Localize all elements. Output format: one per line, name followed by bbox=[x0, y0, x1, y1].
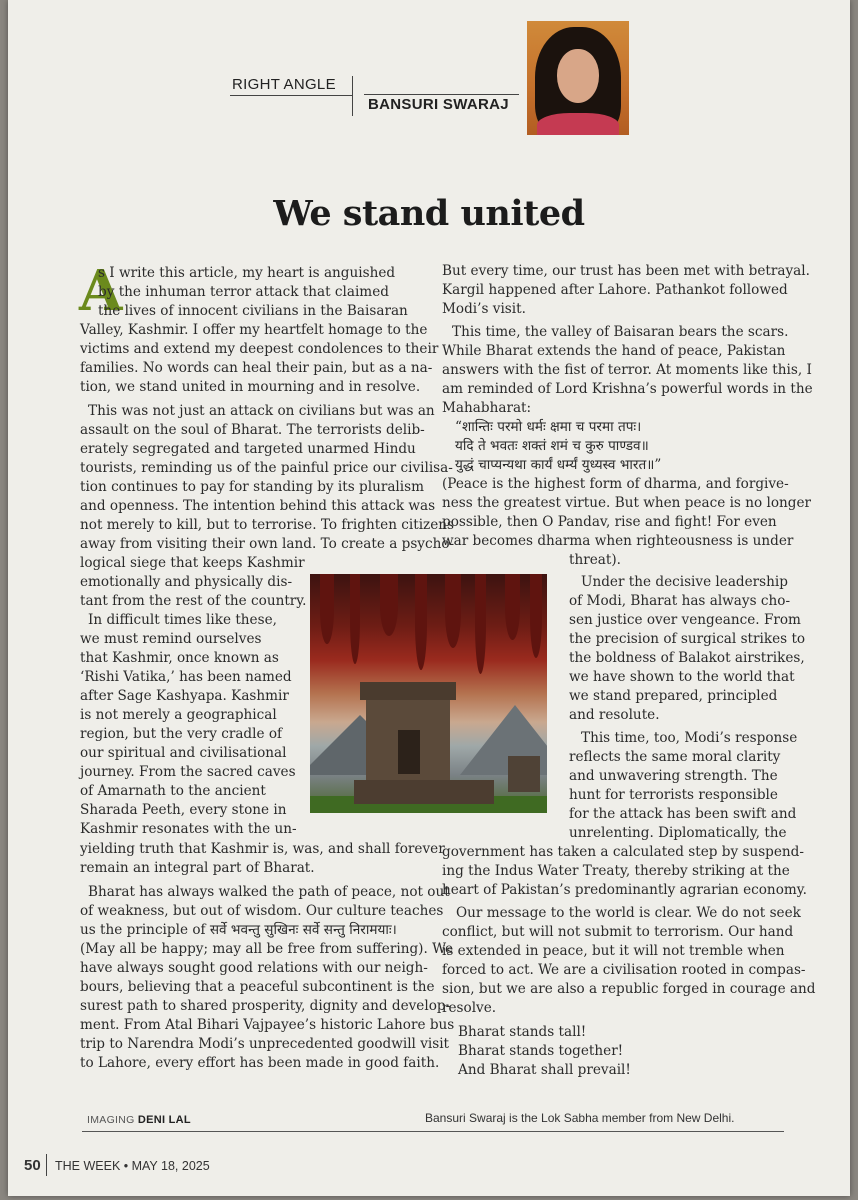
right-column-text-line: answers with the fist of terror. At moments like this, I bbox=[442, 362, 812, 378]
right-column-text-line: heart of Pakistan’s predominantly agrarian economy. bbox=[442, 882, 807, 898]
right-column-text-line: Under the decisive leadership bbox=[581, 574, 788, 590]
right-column-text-line: युद्धं चाप्यन्यथा कार्यं धर्म्यं युध्यस्व भारत॥” bbox=[455, 457, 662, 473]
right-column-text-line: Mahabharat: bbox=[442, 400, 532, 416]
right-column-text-line: sen justice over vengeance. From bbox=[569, 612, 801, 628]
left-column-text-line: have always sought good relations with our neigh- bbox=[80, 960, 428, 976]
left-column-text-line: (May all be happy; may all be free from suffering). We bbox=[80, 941, 453, 957]
left-column-text-line: our spiritual and civilisational bbox=[80, 745, 287, 761]
right-column-text-line: Bharat stands together! bbox=[458, 1043, 624, 1059]
left-column-text-line: tion, we stand united in mourning and in resolve. bbox=[80, 379, 421, 395]
right-column-text-line: यदि ते भवतः शक्तं शमं च कुरु पाण्डव॥ bbox=[455, 438, 649, 454]
right-column-text-line: Modi’s visit. bbox=[442, 301, 526, 317]
left-column-text-line: not merely to kill, but to terrorise. To frighten citizens bbox=[80, 517, 454, 533]
left-column-text-line: is not merely a geographical bbox=[80, 707, 277, 723]
left-column-text-line: the lives of innocent civilians in the Baisaran bbox=[98, 303, 408, 319]
right-column-text-line: resolve. bbox=[442, 1000, 497, 1016]
right-column-text-line: is extended in peace, but it will not tremble when bbox=[442, 943, 785, 959]
right-column-text-line: ing the Indus Water Treaty, thereby striking at the bbox=[442, 863, 790, 879]
left-column-text-line: Sharada Peeth, every stone in bbox=[80, 802, 287, 818]
right-column-text-line: government has taken a calculated step by suspend- bbox=[442, 844, 804, 860]
right-column-text-line: am reminded of Lord Krishna’s powerful words in the bbox=[442, 381, 813, 397]
left-column-text-line: region, but the very cradle of bbox=[80, 726, 283, 742]
left-column-text-line: of Amarnath to the ancient bbox=[80, 783, 266, 799]
footer-rule bbox=[82, 1131, 784, 1132]
left-column-text-line: trip to Narendra Modi’s unprecedented goodwill visit bbox=[80, 1036, 450, 1052]
left-column-text-line: yielding truth that Kashmir is, was, and shall forever bbox=[80, 841, 445, 857]
left-column-text-line: of weakness, but out of wisdom. Our culture teaches bbox=[80, 903, 444, 919]
right-column-text-line: war becomes dharma when righteousness is under bbox=[442, 533, 794, 549]
author-photo bbox=[527, 21, 629, 135]
right-column-text-line: threat). bbox=[569, 552, 621, 568]
right-column-text-line: This time, too, Modi’s response bbox=[581, 730, 798, 746]
right-column-text-line: While Bharat extends the hand of peace, Pakistan bbox=[442, 343, 786, 359]
left-column-text-line: to Lahore, every effort has been made in good faith. bbox=[80, 1055, 440, 1071]
left-column-text-line: Kashmir resonates with the un- bbox=[80, 821, 297, 837]
right-column-text-line: reflects the same moral clarity bbox=[569, 749, 781, 765]
page-number-divider bbox=[46, 1154, 47, 1176]
left-column-text-line: s I write this article, my heart is anguished bbox=[98, 265, 396, 281]
right-column-text-line: unrelenting. Diplomatically, the bbox=[569, 825, 787, 841]
author-rule bbox=[364, 94, 519, 95]
right-column-text-line: the boldness of Balakot airstrikes, bbox=[569, 650, 805, 666]
right-column-text-line: “शान्तिः परमो धर्मः क्षमा च परमा तपः। bbox=[455, 419, 642, 435]
right-column-text-line: Bharat stands tall! bbox=[458, 1024, 587, 1040]
left-column-text-line: erately segregated and targeted unarmed Hindu bbox=[80, 441, 416, 457]
left-column-text-line: bours, believing that a peaceful subcontinent is the bbox=[80, 979, 435, 995]
right-column-text-line: forced to act. We are a civilisation rooted in compas- bbox=[442, 962, 806, 978]
left-column-text-line: victims and extend my deepest condolences to their bbox=[80, 341, 439, 357]
header-rule bbox=[230, 95, 352, 96]
left-column-text-line: In difficult times like these, bbox=[88, 612, 277, 628]
right-column-text-line: ness the greatest virtue. But when peace is no longer bbox=[442, 495, 812, 511]
right-column-text-line: Our message to the world is clear. We do not seek bbox=[456, 905, 801, 921]
left-column-text-line: after Sage Kashyapa. Kashmir bbox=[80, 688, 289, 704]
magazine-issue: THE WEEK • MAY 18, 2025 bbox=[55, 1159, 210, 1173]
left-column-text-line: tourists, reminding us of the painful price our civilisa- bbox=[80, 460, 453, 476]
right-column-text-line: the precision of surgical strikes to bbox=[569, 631, 806, 647]
left-column-text-line: tion continues to pay for standing by its pluralism bbox=[80, 479, 424, 495]
author-bio: Bansuri Swaraj is the Lok Sabha member from New Delhi. bbox=[425, 1111, 735, 1125]
left-column-text-line: emotionally and physically dis- bbox=[80, 574, 293, 590]
left-column-text-line: surest path to shared prosperity, dignity and develop- bbox=[80, 998, 451, 1014]
left-column-text-line: journey. From the sacred caves bbox=[80, 764, 296, 780]
left-column-text-line: logical siege that keeps Kashmir bbox=[80, 555, 305, 571]
left-column-text-line: us the principle of सर्वे भवन्तु सुखिनः सर्वे सन्तु निरामयाः। bbox=[80, 922, 397, 938]
left-column-text-line: Valley, Kashmir. I offer my heartfelt homage to the bbox=[80, 322, 428, 338]
left-column-text-line: tant from the rest of the country. bbox=[80, 593, 307, 609]
left-column-text-line: assault on the soul of Bharat. The terrorists delib- bbox=[80, 422, 425, 438]
drop-cap: A bbox=[79, 258, 123, 324]
right-column-text-line: And Bharat shall prevail! bbox=[458, 1062, 631, 1078]
right-column-text-line: But every time, our trust has been met with betrayal. bbox=[442, 263, 810, 279]
right-column-text-line: This time, the valley of Baisaran bears the scars. bbox=[452, 324, 789, 340]
left-column-text-line: remain an integral part of Bharat. bbox=[80, 860, 315, 876]
kashmir-temple-illustration bbox=[310, 574, 547, 813]
right-column-text-line: we stand prepared, principled bbox=[569, 688, 778, 704]
left-column-text-line: Bharat has always walked the path of peace, not out bbox=[88, 884, 450, 900]
article-title: We stand united bbox=[273, 193, 585, 234]
left-column-text-line: away from visiting their own land. To create a psycho- bbox=[80, 536, 455, 552]
left-column-text-line: This was not just an attack on civilians but was an bbox=[88, 403, 435, 419]
left-column-text-line: that Kashmir, once known as bbox=[80, 650, 279, 666]
left-column-text-line: and openness. The intention behind this attack was bbox=[80, 498, 436, 514]
right-column-text-line: sion, but we are also a republic forged in courage and bbox=[442, 981, 816, 997]
page-number: 50 bbox=[24, 1157, 41, 1174]
right-column-text-line: hunt for terrorists responsible bbox=[569, 787, 778, 803]
author-name: BANSURI SWARAJ bbox=[368, 96, 509, 113]
left-column-text-line: families. No words can heal their pain, but as a na- bbox=[80, 360, 433, 376]
right-column-text-line: (Peace is the highest form of dharma, and forgive- bbox=[442, 476, 789, 492]
right-column-text-line: Kargil happened after Lahore. Pathankot followed bbox=[442, 282, 788, 298]
left-column-text-line: ment. From Atal Bihari Vajpayee’s historic Lahore bus bbox=[80, 1017, 455, 1033]
right-column-text-line: possible, then O Pandav, rise and fight! For even bbox=[442, 514, 777, 530]
imaging-credit: IMAGING DENI LAL bbox=[87, 1114, 191, 1126]
right-column-text-line: for the attack has been swift and bbox=[569, 806, 797, 822]
right-column-text-line: and resolute. bbox=[569, 707, 660, 723]
right-column-text-line: and unwavering strength. The bbox=[569, 768, 778, 784]
left-column-text-line: we must remind ourselves bbox=[80, 631, 262, 647]
left-column-text-line: ‘Rishi Vatika,’ has been named bbox=[80, 669, 292, 685]
right-column-text-line: we have shown to the world that bbox=[569, 669, 795, 685]
right-column-text-line: conflict, but will not submit to terrorism. Our hand bbox=[442, 924, 794, 940]
header-divider bbox=[352, 76, 353, 116]
section-label: RIGHT ANGLE bbox=[232, 76, 336, 93]
left-column-text-line: by the inhuman terror attack that claimed bbox=[98, 284, 389, 300]
right-column-text-line: of Modi, Bharat has always cho- bbox=[569, 593, 791, 609]
